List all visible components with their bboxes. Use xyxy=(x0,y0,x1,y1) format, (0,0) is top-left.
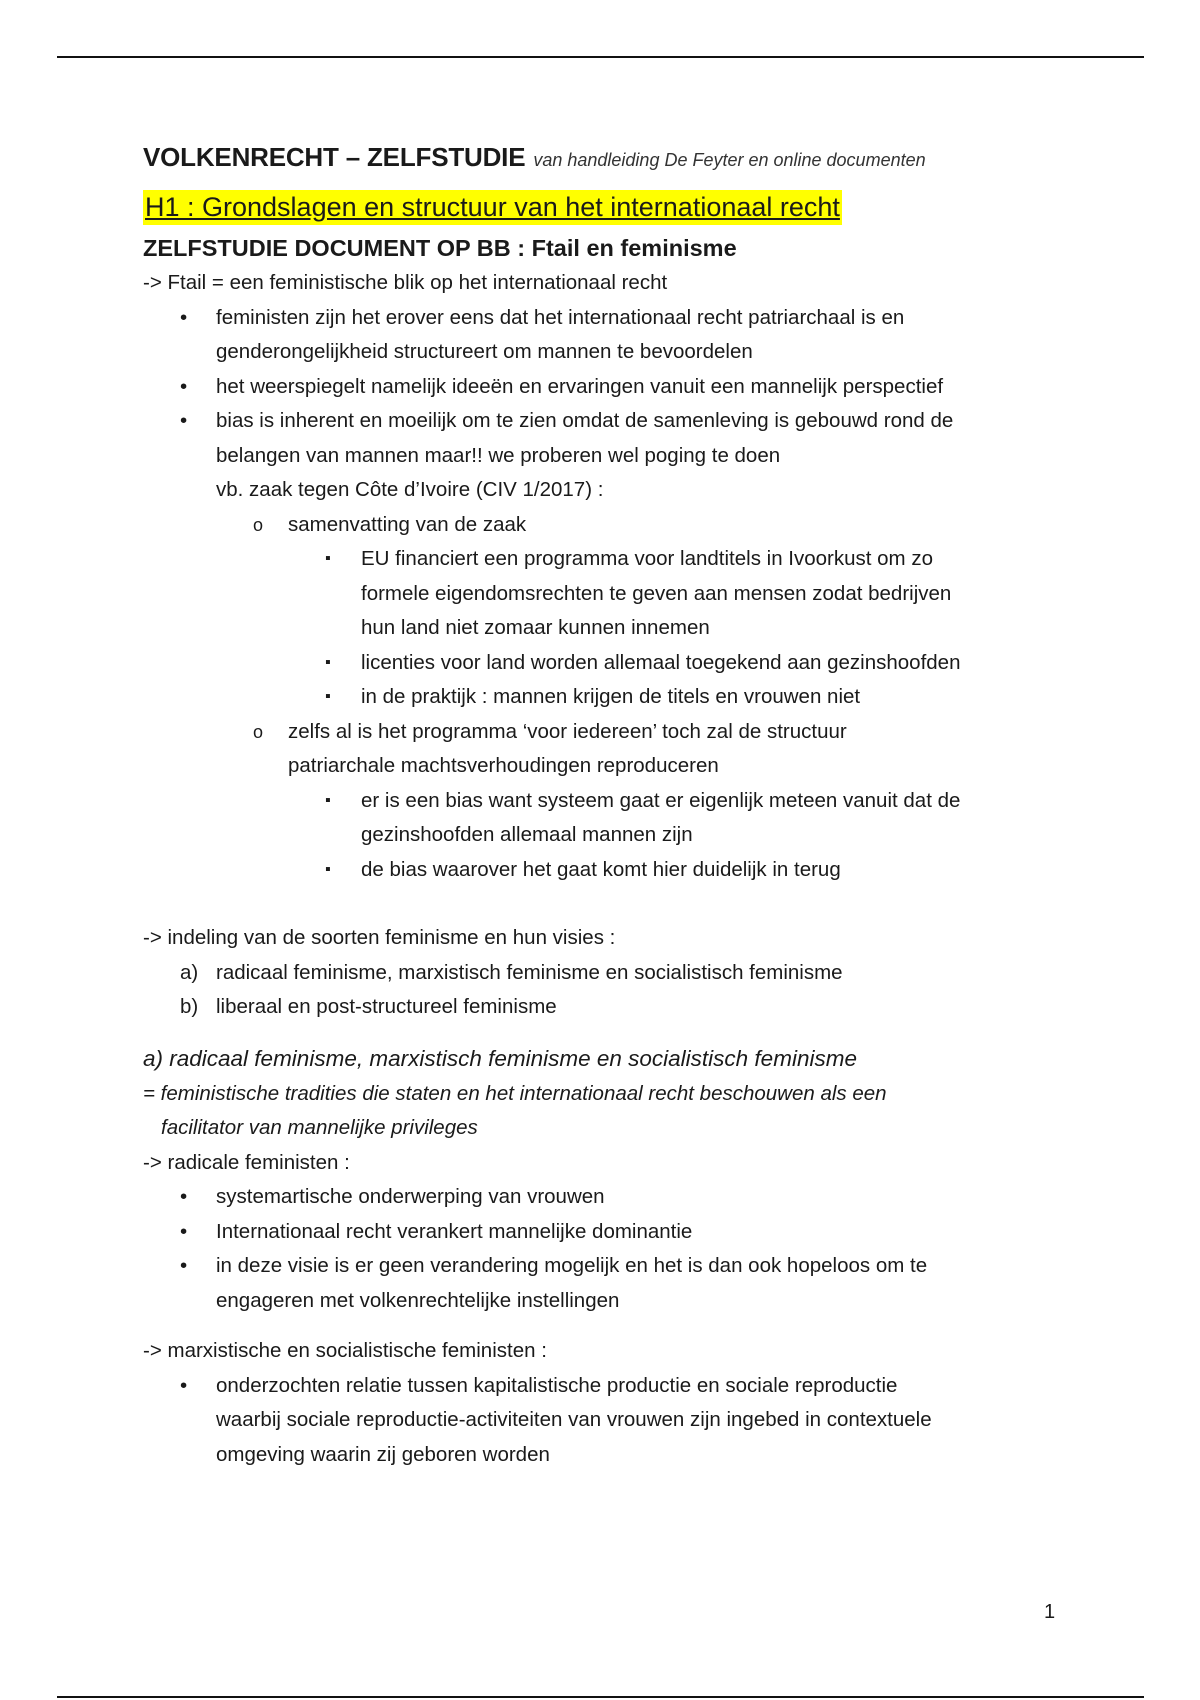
list-item: • in deze visie is er geen verandering mogelijk en het is dan ook hopeloos om te xyxy=(143,1249,1083,1284)
indeling-intro: -> indeling van de soorten feminisme en hun visies : xyxy=(143,926,616,949)
list-item: • het weerspiegelt namelijk ideeën en ervaringen vanuit een mannelijk perspectief xyxy=(143,370,1083,405)
document-body xyxy=(143,142,1083,1472)
sub-sub-list-item: ▪ EU financiert een programma voor landtitels in Ivoorkust om zo xyxy=(143,542,1083,577)
sub-list-item: o zelfs al is het programma ‘voor iedereen’ toch zal de structuur xyxy=(143,715,1083,750)
circle-marker: o xyxy=(253,514,264,535)
list-item-continuation: patriarchale machtsverhoudingen reproduceren xyxy=(288,754,719,777)
list-item-continuation: hun land niet zomaar kunnen innemen xyxy=(361,616,710,639)
list-item: • bias is inherent en moeilijk om te zien omdat de samenleving is gebouwd rond de xyxy=(143,404,1083,439)
chapter-heading: H1 : Grondslagen en structuur van het internationaal recht xyxy=(143,190,842,225)
sub-list-item: o samenvatting van de zaak xyxy=(143,508,1083,543)
bullet-marker: • xyxy=(180,1254,188,1277)
bullet-marker: • xyxy=(180,1185,188,1208)
title-subtitle: van handleiding De Feyter en online documenten xyxy=(533,150,926,170)
square-marker: ▪ xyxy=(325,688,331,705)
sub-sub-list-item: ▪ er is een bias want systeem gaat er eigenlijk meteen vanuit dat de xyxy=(143,784,1083,819)
square-marker: ▪ xyxy=(325,550,331,567)
bottom-rule xyxy=(57,1696,1144,1698)
title-main: VOLKENRECHT – ZELFSTUDIE xyxy=(143,142,526,172)
list-item-continuation: formele eigendomsrechten te geven aan mensen zodat bedrijven xyxy=(361,581,952,605)
list-marker: a) xyxy=(180,960,199,984)
list-marker: b) xyxy=(180,995,199,1018)
page-number: 1 xyxy=(1044,1601,1056,1623)
spacer xyxy=(143,1025,1083,1041)
section-subheading: ZELFSTUDIE DOCUMENT OP BB : Ftail en feminisme xyxy=(143,235,737,261)
list-item: • onderzochten relatie tussen kapitalistische productie en sociale reproductie xyxy=(143,1369,1083,1404)
square-marker: ▪ xyxy=(325,653,331,671)
sub-sub-list-item: ▪ licenties voor land worden allemaal toegekend aan gezinshoofden xyxy=(143,646,1083,681)
marx-intro: -> marxistische en socialistische feministen : xyxy=(143,1339,547,1362)
chapter-heading-line xyxy=(143,190,1083,230)
square-marker: ▪ xyxy=(325,860,331,878)
sub-sub-list-item: ▪ in de praktijk : mannen krijgen de titels en vrouwen niet xyxy=(143,680,1083,715)
bullet-marker: • xyxy=(180,305,188,329)
radical-intro: -> radicale feministen : xyxy=(143,1150,350,1174)
section-a-heading: a) radicaal feminisme, marxistisch feminisme en socialistisch feminisme xyxy=(143,1045,857,1071)
bullet-marker: • xyxy=(180,1219,188,1243)
circle-marker: o xyxy=(253,721,264,742)
spacer xyxy=(143,887,1083,921)
list-item: • systemartische onderwerping van vrouwen xyxy=(143,1180,1083,1215)
list-item-continuation: genderongelijkheid structureert om mannen te bevoordelen xyxy=(216,340,753,363)
ordered-list-item: a) radicaal feminisme, marxistisch feminisme en socialistisch feminisme xyxy=(143,956,1083,991)
top-rule xyxy=(57,56,1144,58)
list-item-continuation: omgeving waarin zij geboren worden xyxy=(216,1442,550,1466)
bullet-marker: • xyxy=(180,409,188,432)
definition-continuation: facilitator van mannelijke privileges xyxy=(161,1116,478,1139)
square-marker: ▪ xyxy=(325,791,331,809)
list-item-continuation: belangen van mannen maar!! we proberen wel poging te doen xyxy=(216,443,781,467)
ftail-intro: -> Ftail = een feministische blik op het internationaal recht xyxy=(143,271,668,294)
list-item-continuation: waarbij sociale reproductie-activiteiten van vrouwen zijn ingebed in contextuele xyxy=(216,1408,932,1431)
list-item-continuation: engageren met volkenrechtelijke instellingen xyxy=(216,1288,620,1312)
case-example: vb. zaak tegen Côte d’Ivoire (CIV 1/2017) : xyxy=(216,478,604,501)
bullet-marker: • xyxy=(180,1373,188,1397)
list-item-continuation: gezinshoofden allemaal mannen zijn xyxy=(361,823,693,846)
bullet-marker: • xyxy=(180,374,188,398)
list-item: • feministen zijn het erover eens dat het internationaal recht patriarchaal is en xyxy=(143,301,1083,336)
sub-sub-list-item: ▪ de bias waarover het gaat komt hier duidelijk in terug xyxy=(143,853,1083,888)
list-item: • Internationaal recht verankert mannelijke dominantie xyxy=(143,1215,1083,1250)
spacer xyxy=(143,1318,1083,1334)
definition-line: = feministische tradities die staten en het internationaal recht beschouwen als een xyxy=(143,1081,887,1105)
ordered-list-item: b) liberaal en post-structureel feminisme xyxy=(143,990,1083,1025)
document-title xyxy=(143,142,1083,184)
